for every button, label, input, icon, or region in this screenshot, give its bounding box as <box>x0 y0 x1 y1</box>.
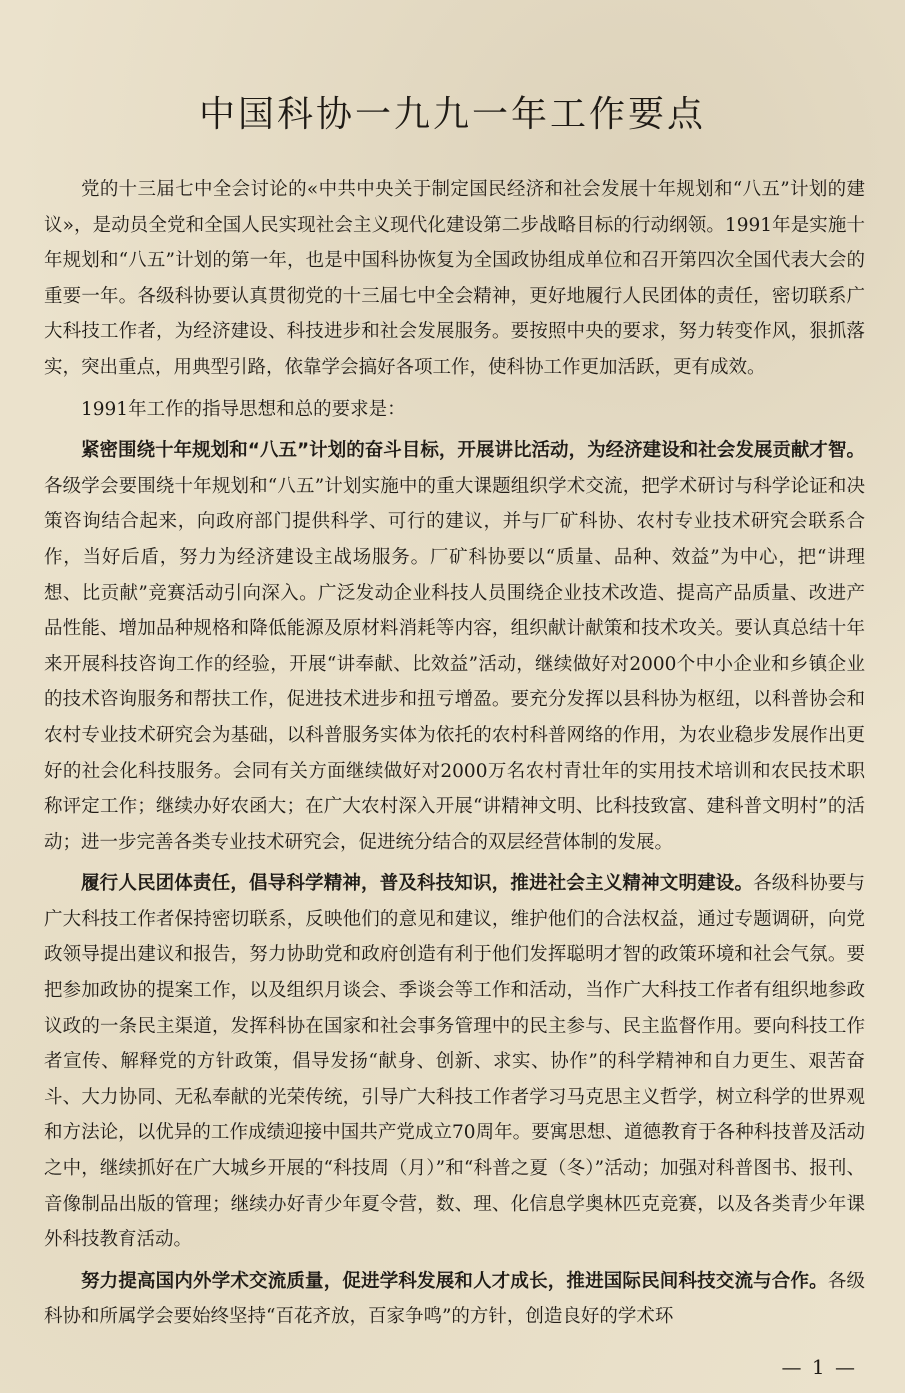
paragraph-spiritual-civilization <box>44 866 865 1258</box>
paragraph-text: 1991年工作的指导思想和总的要求是： <box>81 398 406 420</box>
paragraph-text: 党的十三届七中全会讨论的«中共中央关于制定国民经济和社会发展十年规划和“八五”计划的建议»，是动员全党和全国人民实现社会主义现代化建设第二步战略目标的行动纲领。1991年是实施十年规划和“八五”计划的第一年，也是中国科协恢复为全国政协组成单位和召开第四次全国代表大会的重要一年。各级科协要认真贯彻党的十三届七中全会精神，更好地履行人民团体的责任，密切联系广大科技工作者，为经济建设、科技进步和社会发展服务。要按照中央的要求，努力转变作风，狠抓落实，突出重点，用典型引路，依靠学会搞好各项工作，使科协工作更加活跃，更有成效。 <box>44 179 865 378</box>
paragraph-text: 各级学会要围绕十年规划和“八五”计划实施中的重大课题组织学术交流，把学术研讨与科学论证和决策咨询结合起来，向政府部门提供科学、可行的建议，并与厂矿科协、农村专业技术研究会联系合作，当好后盾，努力为经济建设主战场服务。厂矿科协要以“质量、品种、效益”为中心，把“讲理想、比贡献”竞赛活动引向深入。广泛发动企业科技人员围绕企业技术改造、提高产品质量、改进产品性能、增加品种规格和降低能源及原材料消耗等内容，组织献计献策和技术攻关。要认真总结十年来开展科技咨询工作的经验，开展“讲奉献、比效益”活动，继续做好对2000个中小企业和乡镇企业的技术咨询服务和帮扶工作，促进技术进步和扭亏增盈。要充分发挥以县科协为枢纽，以科普协会和农村专业技术研究会为基础，以科普服务实体为依托的农村科普网络的作用，为农业稳步发展作出更好的社会化科技服务。会同有关方面继续做好对2000万名农村青壮年的实用技术培训和农民技术职称评定工作；继续办好农函大；在广大农村深入开展“讲精神文明、比科技致富、建科普文明村”的活动；进一步完善各类专业技术研究会，促进统分结合的双层经营体制的发展。 <box>44 475 865 853</box>
document-title: 中国科协一九九一年工作要点 <box>198 94 706 135</box>
paragraph-lead: 履行人民团体责任，倡导科学精神，普及科技知识，推进社会主义精神文明建设。 <box>81 873 754 895</box>
paragraph-academic-exchange <box>44 1264 865 1335</box>
page-number: — 1 — <box>781 1355 857 1379</box>
paragraph-intro <box>44 172 865 386</box>
paragraph-lead: 紧密围绕十年规划和“八五”计划的奋斗目标，开展讲比活动，为经济建设和社会发展贡献才智。 <box>81 440 865 462</box>
document-body <box>44 172 865 1341</box>
paragraph-text: 各级科协要与广大科技工作者保持密切联系，反映他们的意见和建议，维护他们的合法权益，通过专题调研，向党政领导提出建议和报告，努力协助党和政府创造有利于他们发挥聪明才智的政策环境和社会气氛。要把参加政协的提案工作，以及组织月谈会、季谈会等工作和活动，当作广大科技工作者有组织地参政议政的一条民主渠道，发挥科协在国家和社会事务管理中的民主参与、民主监督作用。要向科技工作者宣传、解释党的方针政策，倡导发扬“献身、创新、求实、协作”的科学精神和自力更生、艰苦奋斗、大力协同、无私奉献的光荣传统，引导广大科技工作者学习马克思主义哲学，树立科学的世界观和方法论，以优异的工作成绩迎接中国共产党成立70周年。要寓思想、道德教育于各种科技普及活动之中，继续抓好在广大城乡开展的“科技周（月）”和“科普之夏（冬）”活动；加强对科普图书、报刊、音像制品出版的管理；继续办好青少年夏令营，数、理、化信息学奥林匹克竞赛，以及各类青少年课外科技教育活动。 <box>44 873 865 1251</box>
paragraph-economic-construction <box>44 433 865 860</box>
paragraph-lead: 努力提高国内外学术交流质量，促进学科发展和人才成长，推进国际民间科技交流与合作。 <box>81 1270 828 1292</box>
paragraph-text: 各级科协和所属学会要始终坚持“百花齐放，百家争鸣”的方针，创造良好的学术环 <box>44 1270 865 1328</box>
paragraph-guiding-thought <box>44 392 865 428</box>
